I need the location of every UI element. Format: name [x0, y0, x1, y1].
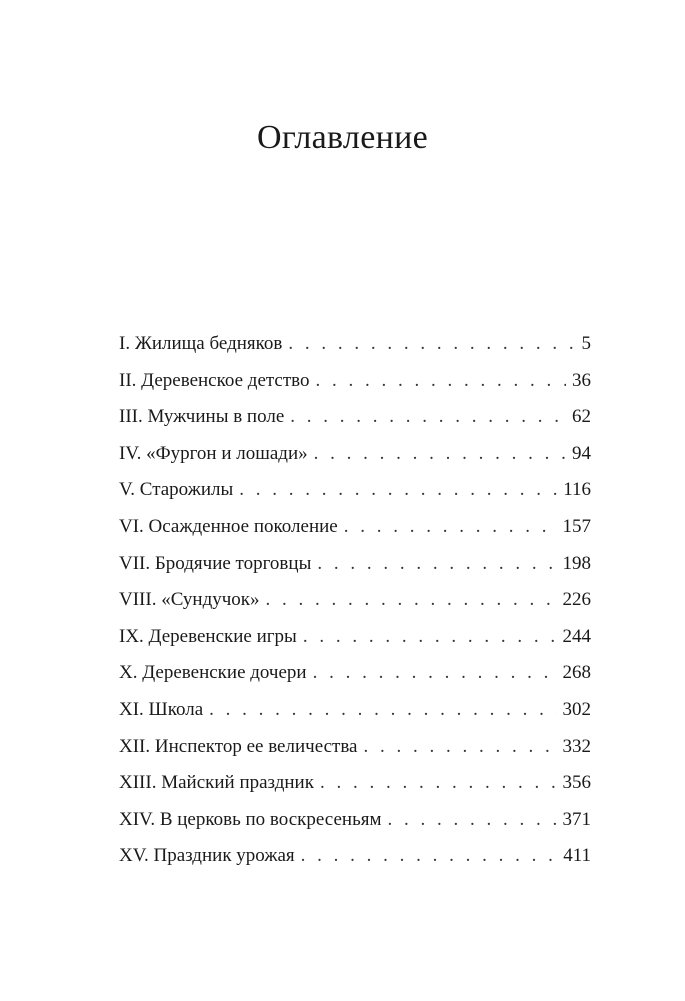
toc-entry: [119, 729, 591, 766]
toc-entry-page: 198: [562, 552, 591, 574]
toc-entry-label: VIII. «Сундучок»: [119, 589, 260, 611]
toc-leader-dots: [288, 326, 575, 362]
toc-leader-dots: [303, 619, 557, 655]
toc-entry: [119, 472, 591, 509]
toc-entry-label: II. Деревенское детство: [119, 369, 310, 391]
toc-entry-page: 94: [572, 442, 591, 464]
toc-entry-label: VI. Осажденное поколение: [119, 515, 338, 537]
toc-leader-dots: [266, 582, 557, 618]
toc-leader-dots: [316, 363, 566, 399]
toc-leader-dots: [320, 765, 557, 801]
toc-entry-page: 244: [562, 625, 591, 647]
toc-entry-label: X. Деревенские дочери: [119, 662, 307, 684]
toc-entry-page: 268: [562, 662, 591, 684]
toc-entry-page: 411: [563, 845, 591, 867]
toc-entry-page: 371: [562, 808, 591, 830]
toc-entry-label: IV. «Фургон и лошади»: [119, 442, 308, 464]
toc-entry: [119, 436, 591, 473]
toc-leader-dots: [290, 399, 566, 435]
page-title: Оглавление: [257, 119, 428, 156]
toc-entry-page: 356: [562, 772, 591, 794]
toc-entry-page: 302: [562, 698, 591, 720]
toc-entry-page: 157: [562, 515, 591, 537]
toc-leader-dots: [313, 655, 557, 691]
toc-entry-label: XII. Инспектор ее величества: [119, 735, 358, 757]
toc-entry-page: 36: [572, 369, 591, 391]
toc-entry: [119, 838, 591, 875]
toc-entry-label: III. Мужчины в поле: [119, 406, 285, 428]
toc-entry-label: V. Старожилы: [119, 479, 234, 501]
toc-leader-dots: [314, 436, 566, 472]
toc-entry-page: 5: [581, 333, 591, 354]
toc-entry: [119, 363, 591, 400]
toc-entry-page: 226: [562, 589, 591, 611]
toc-entry: [119, 765, 591, 802]
toc-entry-label: XV. Праздник урожая: [119, 845, 295, 867]
toc-entry: [119, 399, 591, 436]
toc-entry-label: IX. Деревенские игры: [119, 625, 297, 647]
toc-entry: [119, 326, 591, 363]
toc-leader-dots: [209, 692, 556, 728]
toc-entry: [119, 582, 591, 619]
toc-entry-label: XI. Школа: [119, 698, 204, 720]
toc-leader-dots: [317, 546, 556, 582]
toc-entry-page: 116: [563, 479, 591, 501]
toc-entry-label: VII. Бродячие торговцы: [119, 552, 312, 574]
toc-leader-dots: [239, 472, 557, 508]
toc-leader-dots: [301, 838, 558, 874]
toc-entry-label: XIII. Майский праздник: [119, 772, 314, 794]
toc-entry-page: 62: [572, 406, 591, 428]
toc-leader-dots: [388, 802, 557, 838]
table-of-contents: [119, 326, 591, 875]
toc-entry: [119, 619, 591, 656]
toc-entry: [119, 509, 591, 546]
toc-entry-label: XIV. В церковь по воскресеньям: [119, 808, 382, 830]
toc-leader-dots: [344, 509, 557, 545]
toc-leader-dots: [364, 729, 557, 765]
toc-entry: [119, 546, 591, 583]
toc-entry: [119, 802, 591, 839]
toc-entry-page: 332: [562, 735, 591, 757]
toc-entry: [119, 692, 591, 729]
toc-entry: [119, 655, 591, 692]
toc-entry-label: I. Жилища бедняков: [119, 333, 283, 354]
